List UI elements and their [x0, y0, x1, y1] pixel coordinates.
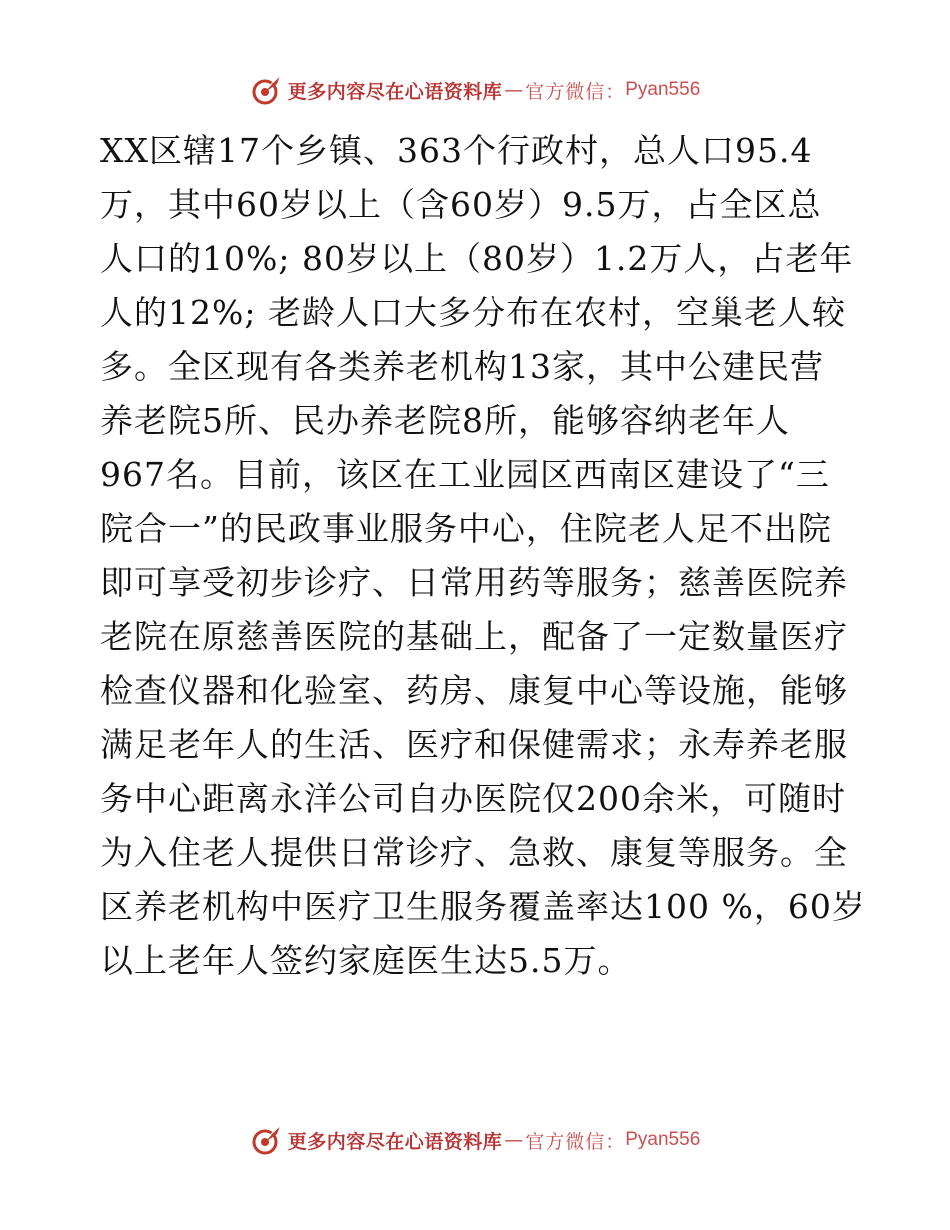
paragraph-line: 967名。目前，该区在工业园区西南区建设了“三 — [100, 455, 830, 494]
paragraph-line: XX区辖17个乡镇、363个行政村，总人口95.4 — [100, 131, 813, 170]
body-paragraph — [100, 124, 866, 988]
paragraph-line: 满足老年人的生活、医疗和保健需求；永寿养老服 — [100, 725, 848, 764]
paragraph-line: 区养老机构中医疗卫生服务覆盖率达100 %，60岁 — [100, 887, 866, 926]
paragraph-line: 养老院5所、民办养老院8所，能够容纳老年人 — [100, 401, 790, 440]
quill-logo-icon — [250, 73, 284, 107]
paragraph-line: 务中心距离永洋公司自办医院仅200余米，可随时 — [100, 779, 846, 818]
paragraph-line: 人口的10%; 80岁以上（80岁）1.2万人，占老年 — [100, 239, 854, 278]
watermark-title: 更多内容尽在心语资料库 — [287, 1130, 503, 1153]
paragraph-line: 院合一”的民政事业服务中心，住院老人足不出院 — [100, 509, 832, 548]
header-watermark — [0, 70, 950, 110]
watermark-label: 官方微信： — [525, 80, 626, 103]
watermark-title: 更多内容尽在心语资料库 — [287, 80, 503, 103]
paragraph-line: 检查仪器和化验室、药房、康复中心等设施，能够 — [100, 671, 848, 710]
watermark-wechat-id: Pyan556 — [625, 79, 701, 100]
watermark-wechat-id: Pyan556 — [625, 1129, 701, 1150]
paragraph-line: 多。全区现有各类养老机构13家，其中公建民营 — [100, 347, 824, 386]
paragraph-line: 老院在原慈善医院的基础上，配备了一定数量医疗 — [100, 617, 848, 656]
watermark-dash: — — [504, 1129, 524, 1151]
watermark-dash: — — [504, 79, 524, 101]
quill-logo-icon — [250, 1123, 284, 1157]
footer-watermark — [0, 1120, 950, 1160]
paragraph-line: 万，其中60岁以上（含60岁）9.5万，占全区总 — [100, 185, 822, 224]
watermark-label: 官方微信： — [525, 1130, 626, 1153]
paragraph-line: 即可享受初步诊疗、日常用药等服务；慈善医院养 — [100, 563, 848, 602]
paragraph-line: 人的12%; 老龄人口大多分布在农村，空巢老人较 — [100, 293, 846, 332]
paragraph-line: 以上老年人签约家庭医生达5.5万。 — [100, 941, 632, 980]
paragraph-line: 为入住老人提供日常诊疗、急救、康复等服务。全 — [100, 833, 848, 872]
